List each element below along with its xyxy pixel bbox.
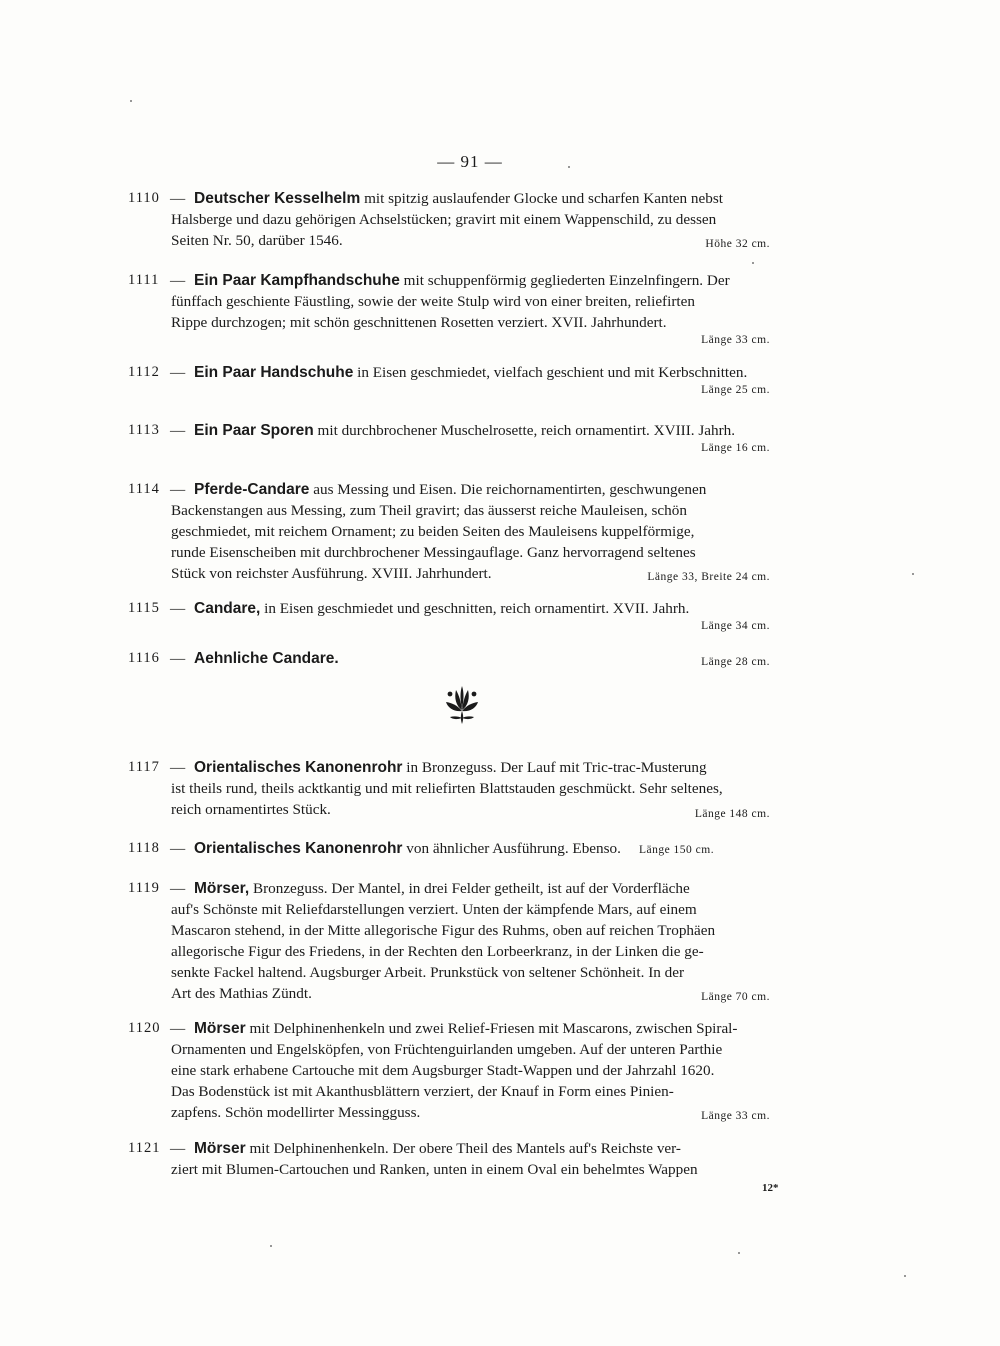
paper-speck — [270, 1245, 272, 1247]
entry-number: 1116 — [128, 650, 160, 666]
entry-text: runde Eisenscheiben mit durchbrochener Messingauflage. Ganz hervorragend seltenes — [171, 544, 696, 561]
entry-dash: — — [170, 1020, 186, 1037]
entry-text: Halsberge und dazu gehörigen Achselstücken; gravirt mit einem Wappenschild, zu dessen — [171, 211, 717, 228]
entry-text: mit durchbrochener Muschelrosette, reich ornamentirt. XVIII. Jahrh. — [317, 422, 736, 439]
entry-number: 1119 — [128, 880, 160, 896]
catalog-entry-1112 — [128, 362, 800, 399]
entry-text: Mascaron stehend, in der Mitte allegorische Figur des Ruhms, oben auf reichen Trophäen — [171, 922, 716, 939]
catalog-entry-1121 — [128, 1138, 800, 1180]
entry-dash: — — [170, 422, 186, 439]
catalog-entry-1119 — [128, 878, 800, 1004]
entry-title: Deutscher Kesselhelm — [194, 190, 361, 207]
paper-speck — [752, 262, 754, 264]
entry-title: Ein Paar Sporen — [194, 422, 314, 439]
catalog-entry-1110 — [128, 188, 800, 251]
entry-text: Art des Mathias Zündt. — [171, 985, 312, 1002]
catalog-entry-1116 — [128, 648, 800, 669]
entry-text: auf's Schönste mit Reliefdarstellungen verziert. Unten der kämpfende Mars, auf einem — [171, 901, 697, 918]
paper-speck — [738, 1252, 740, 1254]
entry-number: 1120 — [128, 1020, 161, 1036]
entry-title: Ein Paar Handschuhe — [194, 364, 354, 381]
entry-text: ist theils rund, theils acktkantig und mit reliefirten Blattstauden geschmückt. Sehr seltenes, — [171, 780, 723, 797]
paper-speck — [912, 573, 914, 575]
catalog-entry-1120 — [128, 1018, 800, 1123]
entry-text: fünffach geschiente Fäustling, sowie der weite Stulp wird von einer breiten, reliefirten — [171, 293, 695, 310]
entry-dash: — — [170, 759, 186, 776]
entry-text: mit Delphinenhenkeln. Der obere Theil des Mantels auf's Reichste ver- — [249, 1140, 681, 1157]
signature-mark: 12* — [762, 1182, 779, 1194]
entry-dash: — — [170, 272, 186, 289]
entry-measure: Länge 70 cm. — [701, 991, 770, 1003]
entry-measure: Länge 16 cm. — [701, 442, 770, 454]
entry-text: Rippe durchzogen; mit schön geschnittenen Rosetten verziert. XVII. Jahrhundert. — [171, 314, 667, 331]
entry-text: geschmiedet, mit reichem Ornament; zu beiden Seiten des Mauleisens kuppelförmige, — [171, 523, 695, 540]
entry-dash: — — [170, 600, 186, 617]
entry-text: Bronzeguss. Der Mantel, in drei Felder getheilt, ist auf der Vorderfläche — [252, 880, 690, 897]
entry-measure: Länge 33 cm. — [701, 1110, 770, 1122]
entry-number: 1114 — [128, 481, 160, 497]
entry-dash: — — [170, 190, 186, 207]
paper-speck — [568, 166, 570, 168]
entry-text: mit Delphinenhenkeln und zwei Relief-Friesen mit Mascarons, zwischen Spiral- — [249, 1020, 738, 1037]
entry-title: Candare, — [194, 600, 261, 617]
catalog-entry-1111 — [128, 270, 800, 349]
entry-text: ziert mit Blumen-Cartouchen und Ranken, unten in einem Oval ein behelmtes Wappen — [171, 1161, 698, 1178]
entry-text: eine stark erhabene Cartouche mit dem Augsburger Stadt-Wappen und der Jahrzahl 1620. — [171, 1062, 715, 1079]
entry-text: Stück von reichster Ausführung. XVIII. Jahrhundert. — [171, 565, 492, 582]
entry-number: 1118 — [128, 840, 160, 856]
entry-text: Das Bodenstück ist mit Akanthusblättern verziert, der Knauf in Form eines Pinien- — [171, 1083, 674, 1100]
entry-number: 1112 — [128, 364, 160, 380]
entry-measure: Länge 150 cm. — [638, 844, 715, 856]
catalog-entry-1113 — [128, 420, 800, 457]
entry-dash: — — [170, 840, 186, 857]
entry-number: 1110 — [128, 190, 160, 206]
entry-title: Orientalisches Kanonenrohr — [194, 759, 403, 776]
entry-measure: Länge 148 cm. — [694, 808, 770, 820]
entry-title: Mörser — [194, 1020, 246, 1037]
entry-text: Seiten Nr. 50, darüber 1546. — [171, 232, 343, 249]
entry-number: 1111 — [128, 272, 160, 288]
paper-speck — [130, 100, 132, 102]
entry-measure: Länge 28 cm. — [701, 656, 770, 668]
catalog-entry-1117 — [128, 757, 800, 820]
entry-text: in Bronzeguss. Der Lauf mit Tric-trac-Musterung — [406, 759, 707, 776]
entry-text: aus Messing und Eisen. Die reichornamentirten, geschwungenen — [313, 481, 707, 498]
entry-number: 1117 — [128, 759, 160, 775]
entry-text: mit spitzig auslaufender Glocke und scharfen Kanten nebst — [364, 190, 723, 207]
entry-dash: — — [170, 880, 186, 897]
entry-number: 1115 — [128, 600, 160, 616]
paper-speck — [904, 1275, 906, 1277]
entry-text: Backenstangen aus Messing, zum Theil gravirt; das äusserst reiche Mauleisen, schön — [171, 502, 687, 519]
entry-text: in Eisen geschmiedet, vielfach geschient und mit Kerbschnitten. — [357, 364, 748, 381]
entry-dash: — — [170, 650, 186, 667]
entry-text: allegorische Figur des Friedens, in der Rechten den Lorbeerkranz, in der Linken die ge- — [171, 943, 704, 960]
entry-dash: — — [170, 481, 186, 498]
catalog-entry-1118 — [128, 838, 800, 859]
page-number: — 91 — — [437, 152, 503, 171]
entry-title: Pferde-Candare — [194, 481, 310, 498]
entry-text: in Eisen geschmiedet und geschnitten, reich ornamentirt. XVII. Jahrh. — [264, 600, 690, 617]
entry-number: 1113 — [128, 422, 160, 438]
entry-dash: — — [170, 364, 186, 381]
entry-measure: Höhe 32 cm. — [705, 238, 770, 250]
entry-text: reich ornamentirtes Stück. — [171, 801, 331, 818]
entry-text: zapfens. Schön modellirter Messingguss. — [171, 1104, 421, 1121]
entry-text: mit schuppenförmig gegliederten Einzelnfingern. Der — [403, 272, 730, 289]
flower-ornament-icon — [442, 684, 482, 731]
catalog-entry-1114 — [128, 479, 800, 584]
entry-dash: — — [170, 1140, 186, 1157]
entry-text: Ornamenten und Engelsköpfen, von Früchtenguirlanden umgeben. Auf der unteren Parthie — [171, 1041, 723, 1058]
entry-measure: Länge 33, Breite 24 cm. — [647, 571, 770, 583]
catalog-entry-1115 — [128, 598, 800, 635]
entry-measure: Länge 25 cm. — [701, 384, 770, 396]
entry-number: 1121 — [128, 1140, 161, 1156]
entry-title: Orientalisches Kanonenrohr — [194, 840, 403, 857]
entry-measure: Länge 33 cm. — [701, 334, 770, 346]
entry-text: senkte Fackel haltend. Augsburger Arbeit. Prunkstück von seltener Schönheit. In der — [171, 964, 685, 981]
entry-title: Aehnliche Candare. — [194, 650, 339, 667]
entry-title: Ein Paar Kampfhandschuhe — [194, 272, 400, 289]
entry-measure: Länge 34 cm. — [701, 620, 770, 632]
entry-title: Mörser, — [194, 880, 250, 897]
entry-title: Mörser — [194, 1140, 246, 1157]
entry-text: von ähnlicher Ausführung. Ebenso. — [406, 840, 621, 857]
